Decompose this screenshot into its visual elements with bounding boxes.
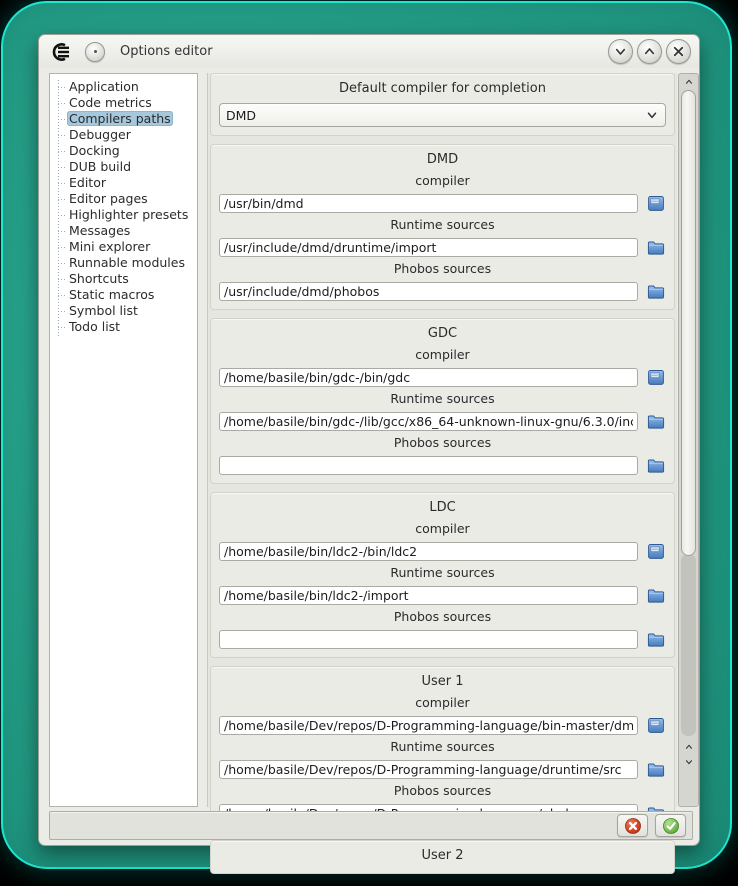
folder-icon (646, 456, 666, 475)
open-file-button[interactable] (645, 193, 666, 213)
field-label: Runtime sources (390, 739, 495, 754)
path-input[interactable] (219, 456, 638, 475)
maximize-button[interactable] (637, 39, 662, 64)
sidebar-item-label: Code metrics (69, 95, 152, 110)
sidebar-item-label: Messages (69, 223, 131, 238)
sidebar-item-runnable-modules[interactable] (50, 255, 197, 271)
sidebar-item-label: Symbol list (69, 303, 138, 318)
vertical-scrollbar[interactable] (678, 73, 699, 807)
file-icon (646, 194, 666, 213)
dialog-button-bar (49, 811, 693, 840)
open-file-button[interactable] (645, 541, 666, 561)
sidebar-item-label: Runnable modules (69, 255, 185, 270)
scrollbar-track[interactable] (681, 554, 696, 736)
chevron-down-icon (645, 108, 659, 122)
sidebar-item-compilers-paths[interactable] (50, 111, 197, 127)
open-folder-button[interactable] (645, 455, 666, 475)
path-input[interactable] (219, 238, 638, 257)
folder-icon (646, 412, 666, 431)
path-input[interactable] (219, 760, 638, 779)
path-input-row (219, 629, 666, 649)
path-input[interactable] (219, 194, 638, 213)
path-input-row (219, 585, 666, 605)
field-label: Runtime sources (390, 391, 495, 406)
open-folder-button[interactable] (645, 237, 666, 257)
sidebar-item-highlighter-presets[interactable] (50, 207, 197, 223)
path-input-row (219, 237, 666, 257)
close-button[interactable] (666, 39, 691, 64)
sidebar-item-editor-pages[interactable] (50, 191, 197, 207)
path-input[interactable] (219, 716, 638, 735)
path-input-row (219, 541, 666, 561)
sticky-button[interactable] (85, 42, 105, 62)
folder-icon (646, 282, 666, 301)
field-label: Runtime sources (390, 565, 495, 580)
default-compiler-group (210, 73, 675, 136)
compiler-group-user-1 (210, 666, 675, 832)
cancel-button[interactable] (617, 814, 648, 837)
open-folder-button[interactable] (645, 411, 666, 431)
file-icon (646, 542, 666, 561)
close-x-icon (671, 44, 686, 59)
path-input-row (219, 715, 666, 735)
path-input[interactable] (219, 586, 638, 605)
folder-icon (646, 630, 666, 649)
path-input-row (219, 759, 666, 779)
chevron-down-icon (613, 44, 628, 59)
sidebar-item-label: DUB build (69, 159, 132, 174)
cancel-circle-icon (624, 817, 642, 835)
window-title: Options editor (120, 44, 213, 59)
chevron-down-icon (683, 757, 695, 767)
path-input-row (219, 367, 666, 387)
scrollbar-thumb[interactable] (681, 90, 696, 556)
path-input[interactable] (219, 630, 638, 649)
field-label: Phobos sources (393, 609, 492, 624)
sidebar-item-label: Todo list (69, 319, 121, 334)
field-label: Phobos sources (393, 435, 492, 450)
sidebar-item-static-macros[interactable] (50, 287, 197, 303)
group-title: LDC (429, 500, 456, 515)
title-bar[interactable] (39, 35, 699, 68)
sidebar-item-label: Docking (69, 143, 120, 158)
open-folder-button[interactable] (645, 629, 666, 649)
path-input-row (219, 281, 666, 301)
sidebar-item-code-metrics[interactable] (50, 95, 197, 111)
sticky-dot-icon (94, 50, 97, 53)
sidebar-item-docking[interactable] (50, 143, 197, 159)
combobox-value: DMD (226, 107, 257, 123)
categories-tree[interactable] (49, 73, 198, 807)
field-label: Phobos sources (393, 783, 492, 798)
group-title: DMD (426, 152, 459, 167)
path-input-row (219, 193, 666, 213)
open-folder-button[interactable] (645, 585, 666, 605)
field-label: Runtime sources (390, 217, 495, 232)
sidebar-item-label: Application (69, 79, 139, 94)
file-icon (646, 368, 666, 387)
open-file-button[interactable] (645, 367, 666, 387)
accept-circle-icon (662, 817, 680, 835)
sidebar-item-messages[interactable] (50, 223, 197, 239)
open-folder-button[interactable] (645, 281, 666, 301)
open-folder-button[interactable] (645, 759, 666, 779)
sidebar-item-label: Debugger (69, 127, 131, 142)
path-input[interactable] (219, 412, 638, 431)
sidebar-item-label: Shortcuts (69, 271, 129, 286)
scroll-up-button-bottom[interactable] (679, 740, 698, 754)
minimize-button[interactable] (608, 39, 633, 64)
scroll-down-button[interactable] (679, 755, 698, 769)
folder-icon (646, 238, 666, 257)
sidebar-item-editor[interactable] (50, 175, 197, 191)
field-label: Phobos sources (393, 261, 492, 276)
options-editor-window (38, 34, 700, 863)
scroll-up-button[interactable] (679, 75, 698, 89)
path-input[interactable] (219, 282, 638, 301)
sidebar-item-label: Compilers paths (69, 111, 171, 126)
field-label: compiler (415, 695, 470, 710)
path-input-row (219, 411, 666, 431)
chevron-up-icon (683, 77, 695, 87)
open-file-button[interactable] (645, 715, 666, 735)
coedit-logo-icon (50, 42, 72, 62)
group-title: GDC (427, 326, 458, 341)
path-input[interactable] (219, 542, 638, 561)
compiler-group-user-2 (210, 840, 675, 874)
compilers-paths-panel (207, 73, 677, 863)
group-title: Default compiler for completion (339, 81, 546, 96)
sidebar-item-dub-build[interactable] (50, 159, 197, 175)
path-input-row (219, 455, 666, 475)
folder-icon (646, 586, 666, 605)
sidebar-item-symbol-list[interactable] (50, 303, 197, 319)
sidebar-item-label: Editor (69, 175, 106, 190)
folder-icon (646, 760, 666, 779)
compiler-group-gdc (210, 318, 675, 484)
sidebar-item-debugger[interactable] (50, 127, 197, 143)
field-label: compiler (415, 173, 470, 188)
default-compiler-combobox[interactable] (219, 103, 666, 127)
sidebar-item-mini-explorer[interactable] (50, 239, 197, 255)
path-input[interactable] (219, 368, 638, 387)
sidebar-item-label: Static macros (69, 287, 155, 302)
group-title: User 1 (421, 674, 464, 689)
compiler-group-ldc (210, 492, 675, 658)
chevron-up-icon (683, 742, 695, 752)
compiler-group-dmd (210, 144, 675, 310)
sidebar-item-todo-list[interactable] (50, 319, 197, 335)
sidebar-item-shortcuts[interactable] (50, 271, 197, 287)
file-icon (646, 716, 666, 735)
sidebar-item-label: Highlighter presets (69, 207, 189, 222)
field-label: compiler (415, 521, 470, 536)
sidebar-item-label: Mini explorer (69, 239, 151, 254)
accept-button[interactable] (655, 814, 686, 837)
sidebar-item-label: Editor pages (69, 191, 148, 206)
group-title: User 2 (421, 848, 464, 863)
field-label: compiler (415, 347, 470, 362)
sidebar-item-application[interactable] (50, 79, 197, 95)
chevron-up-icon (642, 44, 657, 59)
